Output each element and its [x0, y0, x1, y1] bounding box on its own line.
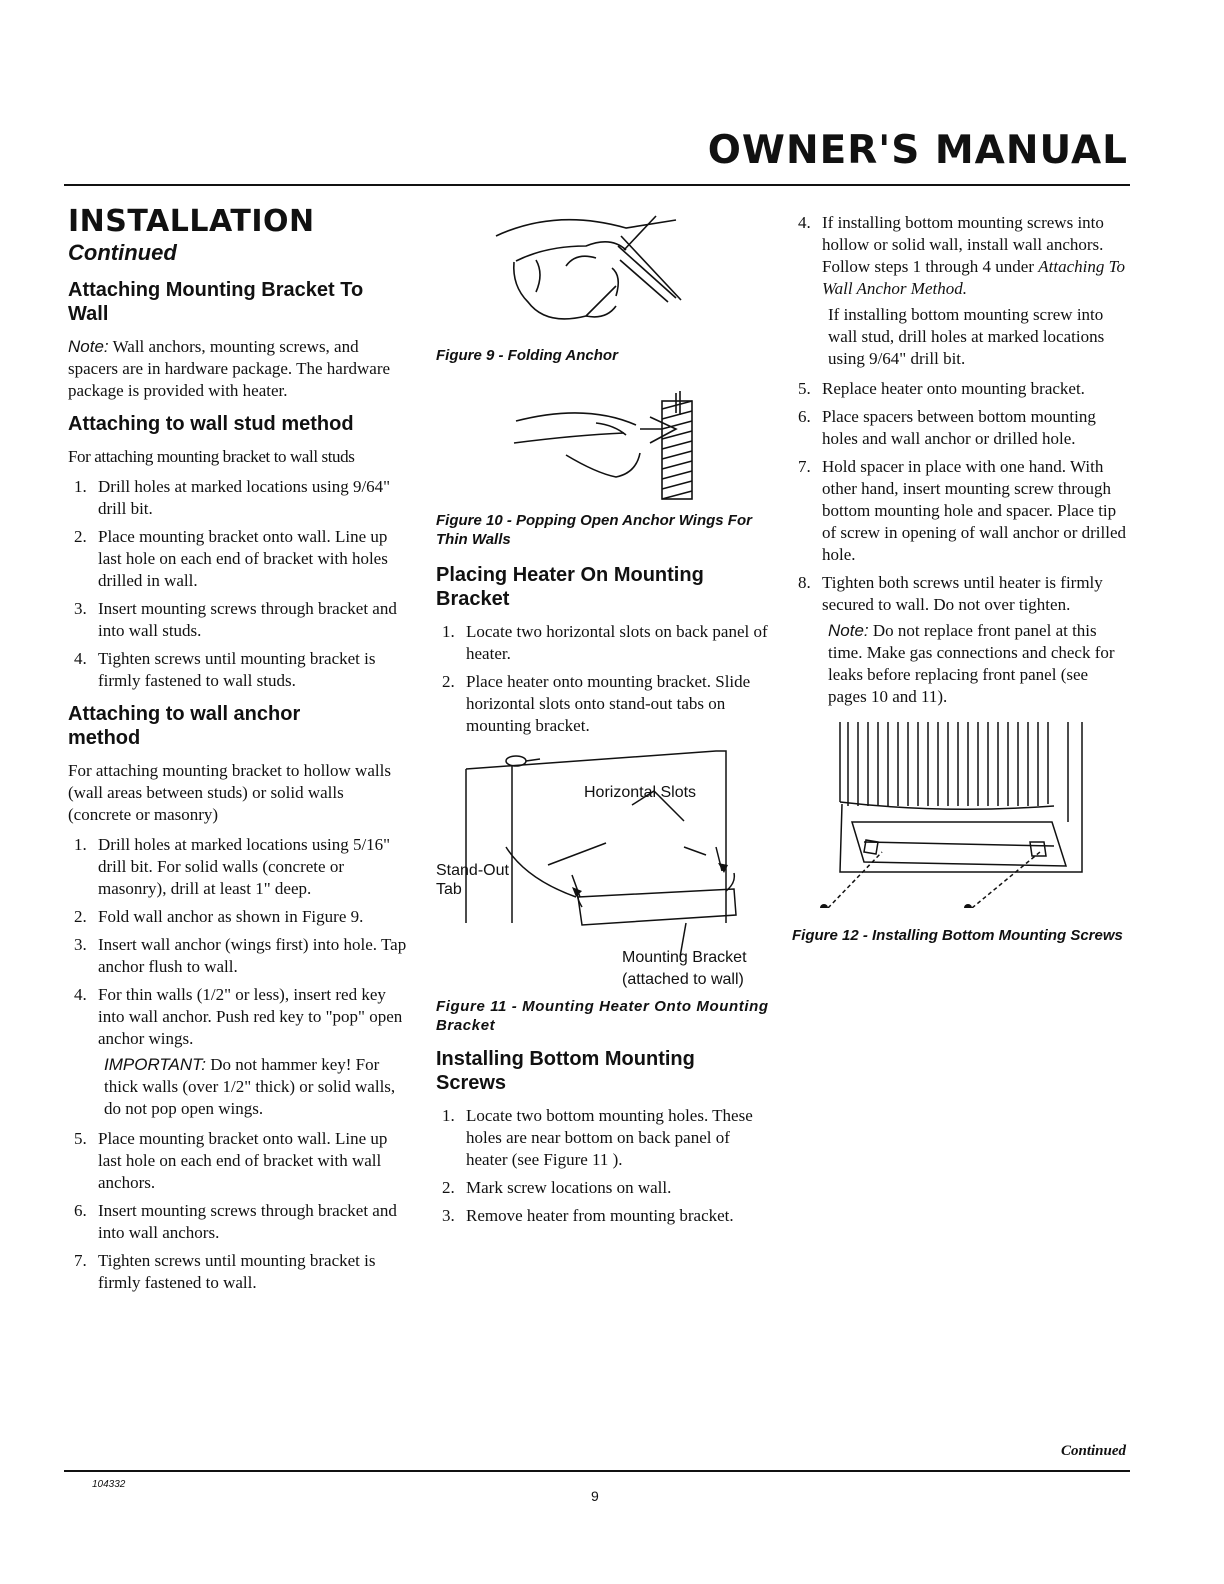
manual-title: OWNER'S MANUAL [707, 128, 1128, 173]
list-item: 3. Remove heater from mounting bracket. [442, 1206, 734, 1225]
column-right [792, 212, 1130, 945]
column-middle [436, 206, 770, 1233]
figure-9-caption: Figure 9 - Folding Anchor [436, 347, 618, 364]
column-left [68, 204, 408, 1300]
bottom-steps-list [436, 1105, 770, 1227]
list-item: 5. Replace heater onto mounting bracket. [798, 379, 1085, 398]
figure-11-mounting-heater-illustration [436, 747, 770, 971]
footer-rule [64, 1470, 1130, 1472]
figure-11-caption: Figure 11 - Mounting Heater Onto Mounting Bracket [436, 998, 769, 1034]
label-standout-line2: Tab [436, 881, 462, 898]
section-title: INSTALLATION [68, 204, 315, 239]
list-item: 7. Tighten screws until mounting bracket is firmly fastened to wall. [74, 1251, 376, 1292]
anchor-steps-list [68, 834, 408, 1050]
section-subtitle: Continued [68, 240, 177, 265]
list-item: 6. Place spacers between bottom mounting holes and wall anchor or drilled hole. [798, 407, 1096, 448]
figure-10-popping-anchor-illustration [436, 373, 770, 503]
list-item: 4. For thin walls (1/2" or less), insert red key into wall anchor. Push red key to "pop" open anchor wings. [74, 985, 403, 1048]
list-item: 1. Locate two bottom mounting holes. These holes are near bottom on back panel of heater (see Figure 11 ). [442, 1106, 753, 1169]
list-item: 2. Fold wall anchor as shown in Figure 9. [74, 907, 364, 926]
list-item: 1. Drill holes at marked locations using 9/64" drill bit. [74, 477, 391, 518]
label-mounting-bracket: Mounting Bracket [622, 949, 747, 966]
anchor-steps-list-continued [68, 1128, 408, 1294]
step-4-stud-note: If installing bottom mounting screw into wall stud, drill holes at marked locations using 9/64" drill bit. [828, 305, 1105, 368]
step-4-reference: Attaching To Wall Anchor Method. [822, 257, 1126, 298]
important-label: IMPORTANT: [104, 1055, 206, 1074]
note-hardware [68, 336, 408, 402]
label-standout-line1: Stand-Out [436, 862, 509, 879]
important-text: Do not hammer key! For thick walls (over 1/2" thick) or solid walls, do not pop open wings. [104, 1055, 396, 1118]
list-item: 3. Insert wall anchor (wings first) into hole. Tap anchor flush to wall. [74, 935, 407, 976]
note-label: Note: [68, 337, 109, 356]
list-item: 7. Hold spacer in place with one hand. With other hand, insert mounting screw through bottom mounting hole and spacer. Place tip of screw in opening of wall anchor or drilled hole. [798, 457, 1127, 564]
heading-bottom-screws: Installing Bottom Mounting Screws [436, 1048, 695, 1094]
list-item: 3. Insert mounting screws through bracket and into wall studs. [74, 599, 397, 640]
figure-12-caption: Figure 12 - Installing Bottom Mounting Screws [792, 927, 1123, 944]
list-item: 2. Place heater onto mounting bracket. Slide horizontal slots onto stand-out tabs on mounting bracket. [442, 672, 751, 735]
header-rule [64, 184, 1130, 186]
anchor-intro: For attaching mounting bracket to hollow walls (wall areas between studs) or solid walls (concrete or masonry) [68, 761, 391, 824]
label-attached-to-wall: (attached to wall) [622, 971, 744, 988]
heading-anchor-method: Attaching to wall anchor method [68, 703, 301, 749]
list-item: 2. Place mounting bracket onto wall. Line up last hole on each end of bracket with holes drilled in wall. [74, 527, 388, 590]
list-item: 8. Tighten both screws until heater is firmly secured to wall. Do not over tighten. [798, 573, 1103, 614]
note-text: Wall anchors, mounting screws, and spacers are in hardware package. The hardware package is provided with heater. [68, 337, 391, 400]
figure-10-caption: Figure 10 - Popping Open Anchor Wings For Thin Walls [436, 512, 752, 548]
list-item: 6. Insert mounting screws through bracket and into wall anchors. [74, 1201, 397, 1242]
label-horizontal-slots: Horizontal Slots [584, 784, 697, 801]
note-text: Do not replace front panel at this time. Make gas connections and check for leaks before replacing front panel (see pages 10 and 11). [828, 621, 1115, 706]
page-number: 9 [591, 1488, 599, 1504]
heading-stud-method: Attaching to wall stud method [68, 413, 354, 435]
stud-steps-list [68, 476, 408, 692]
heading-attaching-bracket: Attaching Mounting Bracket To Wall [68, 279, 364, 325]
heading-placing-heater: Placing Heater On Mounting Bracket [436, 564, 704, 610]
list-item: 4. Tighten screws until mounting bracket is firmly fastened to wall studs. [74, 649, 376, 690]
continued-label: Continued [1060, 1443, 1126, 1459]
list-item: 1. Locate two horizontal slots on back panel of heater. [442, 622, 768, 663]
list-item: 4. If installing bottom mounting screws into hollow or solid wall, install wall anchors. Follow steps 1 through 4 under Attaching To Wall Anchor Method. [798, 213, 1126, 298]
note-label: Note: [828, 621, 869, 640]
stud-intro: For attaching mounting bracket to wall studs [68, 447, 355, 466]
placing-steps-list [436, 621, 770, 737]
figure-9-folding-anchor-illustration [436, 206, 770, 334]
important-note [68, 1054, 408, 1120]
bottom-steps-list-more [792, 378, 1130, 616]
list-item: 5. Place mounting bracket onto wall. Line up last hole on each end of bracket with wall anchors. [74, 1129, 388, 1192]
document-code: 104332 [92, 1479, 126, 1490]
note-front-panel [792, 620, 1130, 708]
figure-12-bottom-screws-illustration [792, 722, 1130, 908]
list-item: 2. Mark screw locations on wall. [442, 1178, 672, 1197]
list-item: 1. Drill holes at marked locations using 5/16" drill bit. For solid walls (concrete or masonry), drill at least 1" deep. [74, 835, 391, 898]
bottom-steps-list-continued [792, 212, 1130, 300]
